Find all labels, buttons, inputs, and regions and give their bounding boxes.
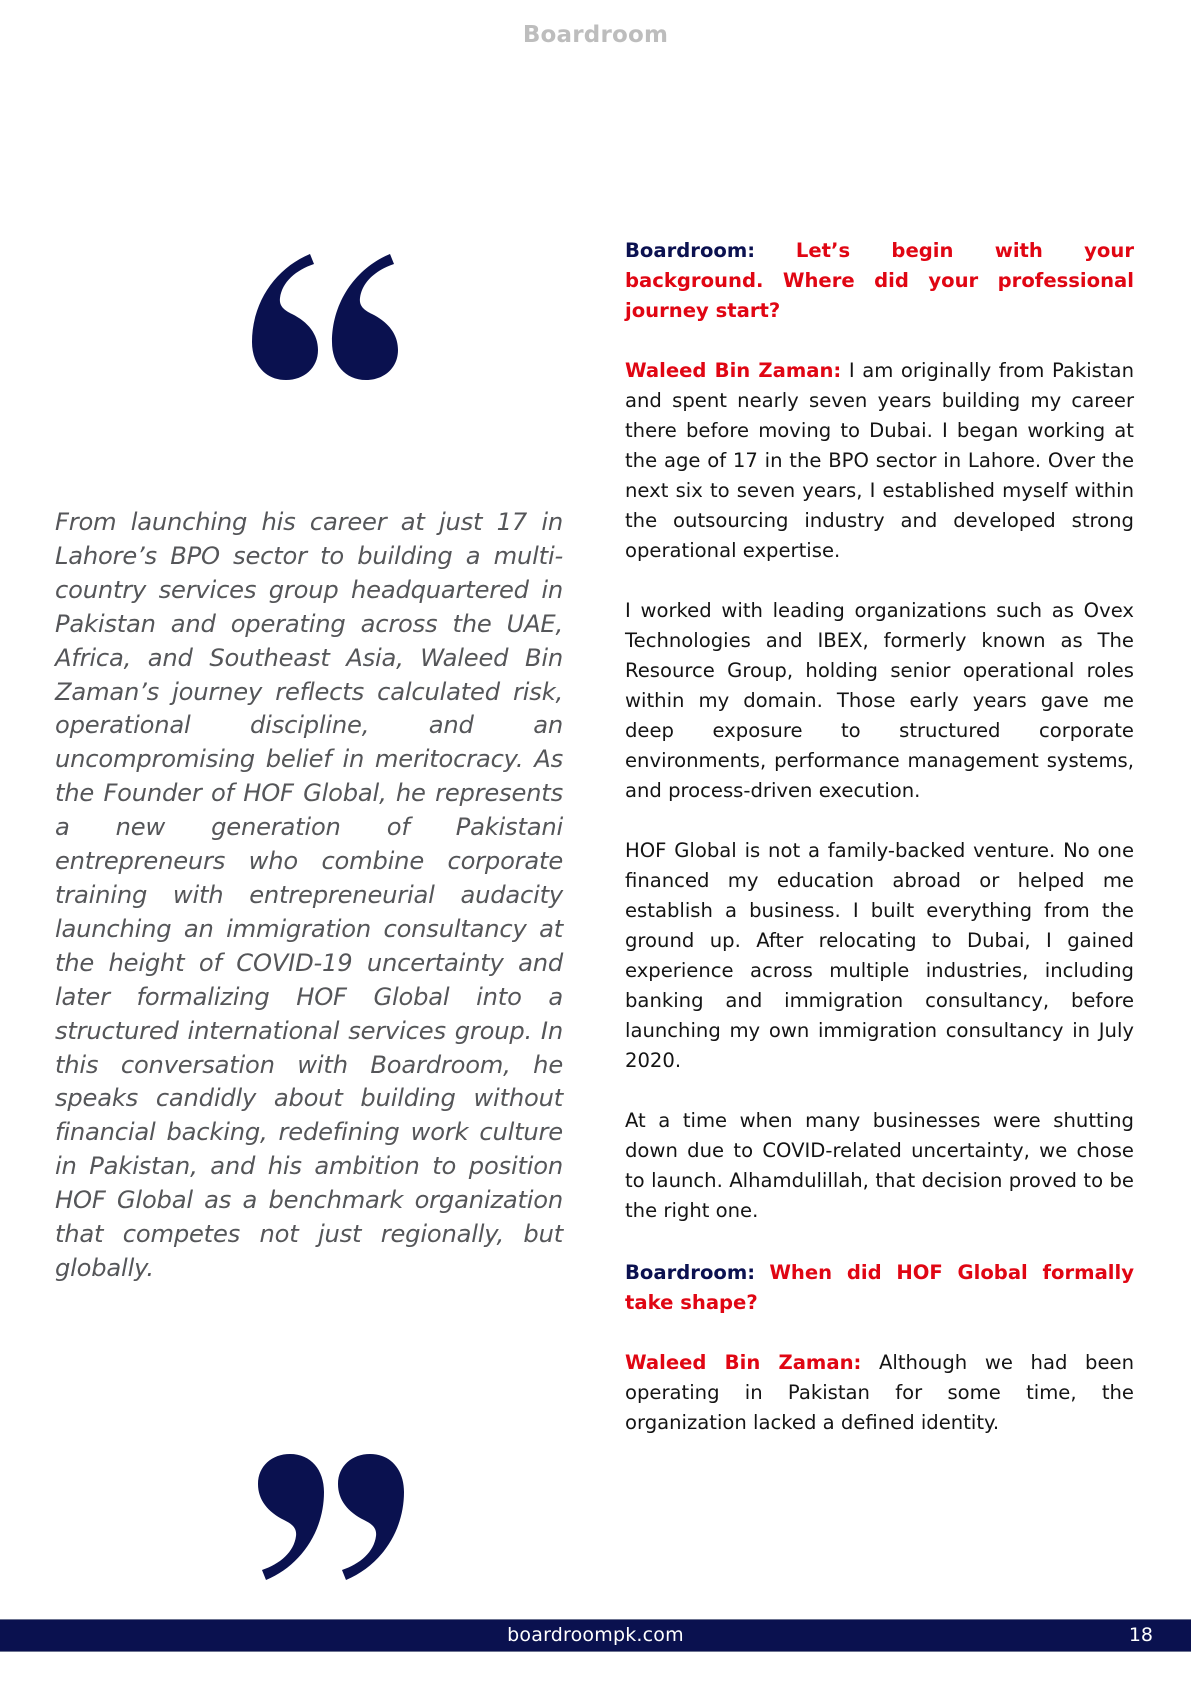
intro-standfirst: From launching his career at just 17 in Lahore’s BPO sector to building a multi-country services group headquartered in Pakistan and operating across the UAE, Africa, and Southeast Asia, Waleed Bin Zaman’s journey reflects calculated risk, operational discipline, and an uncompromising belief in meritocracy. As the Founder of HOF Global, he represents a new generation of Pakistani entrepreneurs who combine corporate training with entrepreneurial audacity launching an immigration consultancy at the height of COVID-19 uncertainty and later formalizing HOF Global into a structured international services group. In this conversation with Boardroom, he speaks candidly about building without financial backing, redefining work culture in Pakistan, and his ambition to position HOF Global as a benchmark organization that competes not just regionally, but globally. <box>55 508 563 1282</box>
answer-1-paragraph-2: I worked with leading organizations such as Ovex Technologies and IBEX, formerly known as The Resource Group, holding senior operational roles within my domain. Those early years gave me deep exposure to structured corporate environments, performance management systems, and process-driven execution. <box>625 599 1134 802</box>
page-number: 18 <box>1128 1624 1153 1646</box>
running-header-title: Boardroom <box>522 22 669 48</box>
interviewer-label: Boardroom: <box>625 1261 756 1284</box>
quote-open-icon <box>248 252 408 382</box>
answer-1-paragraph-4: At a time when many businesses were shutting down due to COVID-related uncertainty, we chose to launch. Alhamdulillah, that decision proved to be the right one. <box>625 1109 1134 1222</box>
interviewee-label: Waleed Bin Zaman: <box>625 1351 862 1374</box>
footer-bar <box>0 1619 1191 1652</box>
question-text: Let’s begin with your background. Where did your professional journey start? <box>625 239 1134 322</box>
interviewer-label: Boardroom: <box>625 239 756 262</box>
interview-column <box>625 236 1134 1468</box>
question-2 <box>625 1258 1134 1318</box>
answer-1-paragraph-3: HOF Global is not a family-backed venture. No one financed my education abroad or helped me establish a business. I built everything from the ground up. After relocating to Dubai, I gained experience across multiple industries, including banking and immigration consultancy, before launching my own immigration consultancy in July 2020. <box>625 839 1134 1072</box>
footer-website: boardroompk.com <box>507 1624 684 1646</box>
answer-1-paragraph-1 <box>625 356 1134 566</box>
question-text: When did HOF Global formally take shape? <box>625 1261 1134 1314</box>
answer-text: Although we had been operating in Pakistan for some time, the organization lacked a defined identity. <box>625 1351 1134 1434</box>
answer-2 <box>625 1348 1134 1438</box>
answer-text: I am originally from Pakistan and spent nearly seven years building my career there before moving to Dubai. I began working at the age of 17 in the BPO sector in Lahore. Over the next six to seven years, I established myself within the outsourcing industry and developed strong operational expertise. <box>625 359 1134 562</box>
question-1 <box>625 236 1134 326</box>
interviewee-label: Waleed Bin Zaman: <box>625 359 842 382</box>
quote-close-icon <box>248 1452 408 1582</box>
